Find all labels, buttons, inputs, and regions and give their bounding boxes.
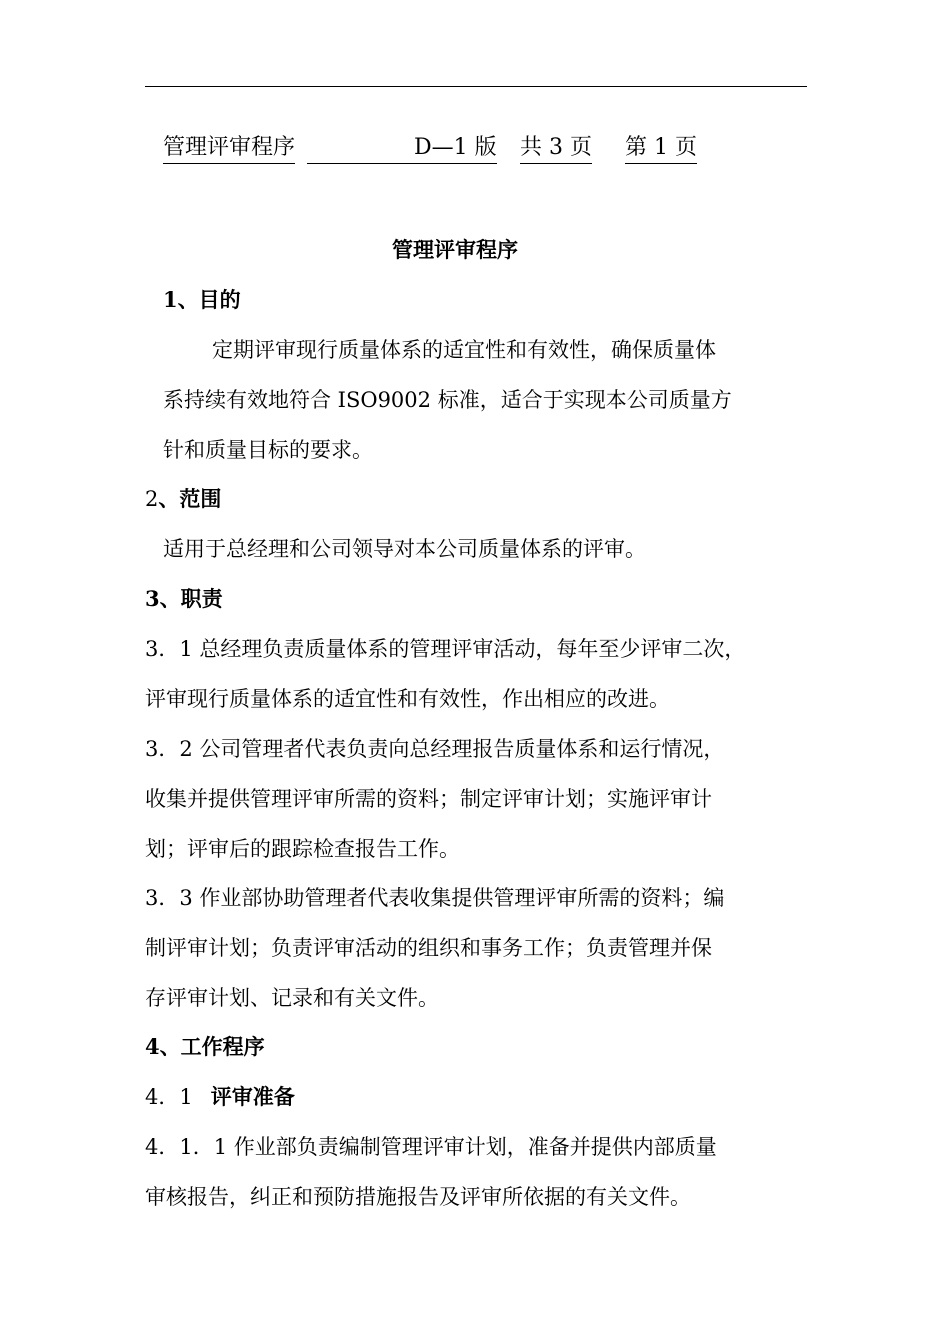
paragraph-line: 定期评审现行质量体系的适宜性和有效性，确保质量体 [212, 338, 716, 362]
document-title: 管理评审程序 [392, 238, 518, 262]
paragraph-line: 系持续有效地符合 ISO9002 标准，适合于实现本公司质量方 [163, 388, 732, 412]
paragraph-line: 3．3 作业部协助管理者代表收集提供管理评审所需的资料；编 [145, 886, 725, 910]
paragraph-line: 收集并提供管理评审所需的资料；制定评审计划；实施评审计 [145, 787, 712, 811]
header-rule [145, 86, 807, 87]
paragraph-line: 4．1．1 作业部负责编制管理评审计划，准备并提供内部质量 [145, 1135, 717, 1159]
paragraph-line: 针和质量目标的要求。 [163, 438, 373, 462]
section-2-heading: 2、范围 [145, 487, 222, 511]
section-4-heading: 4、工作程序 [145, 1034, 265, 1059]
paragraph-line: 3．2 公司管理者代表负责向总经理报告质量体系和运行情况， [145, 737, 725, 761]
header-underline-gap [307, 163, 414, 164]
header-page-number: 第 1 页 [625, 133, 697, 164]
paragraph-line: 适用于总经理和公司领导对本公司质量体系的评审。 [163, 537, 646, 561]
paragraph-line: 评审现行质量体系的适宜性和有效性，作出相应的改进。 [145, 687, 670, 711]
section-1-heading: 1、目的 [163, 287, 241, 312]
header-version: D—1 版 [414, 133, 497, 164]
paragraph-line: 划；评审后的跟踪检查报告工作。 [145, 837, 460, 861]
subsection-4-1-heading: 4．1 评审准备 [145, 1085, 295, 1109]
header-total-pages: 共 3 页 [520, 133, 592, 164]
paragraph-line: 制评审计划；负责评审活动的组织和事务工作；负责管理并保 [145, 936, 712, 960]
paragraph-line: 审核报告，纠正和预防措施报告及评审所依据的有关文件。 [145, 1185, 691, 1209]
paragraph-line: 3．1 总经理负责质量体系的管理评审活动，每年至少评审二次， [145, 637, 746, 661]
paragraph-line: 存评审计划、记录和有关文件。 [145, 986, 439, 1010]
section-3-heading: 3、职责 [145, 586, 223, 611]
header-doc-name: 管理评审程序 [163, 133, 295, 164]
